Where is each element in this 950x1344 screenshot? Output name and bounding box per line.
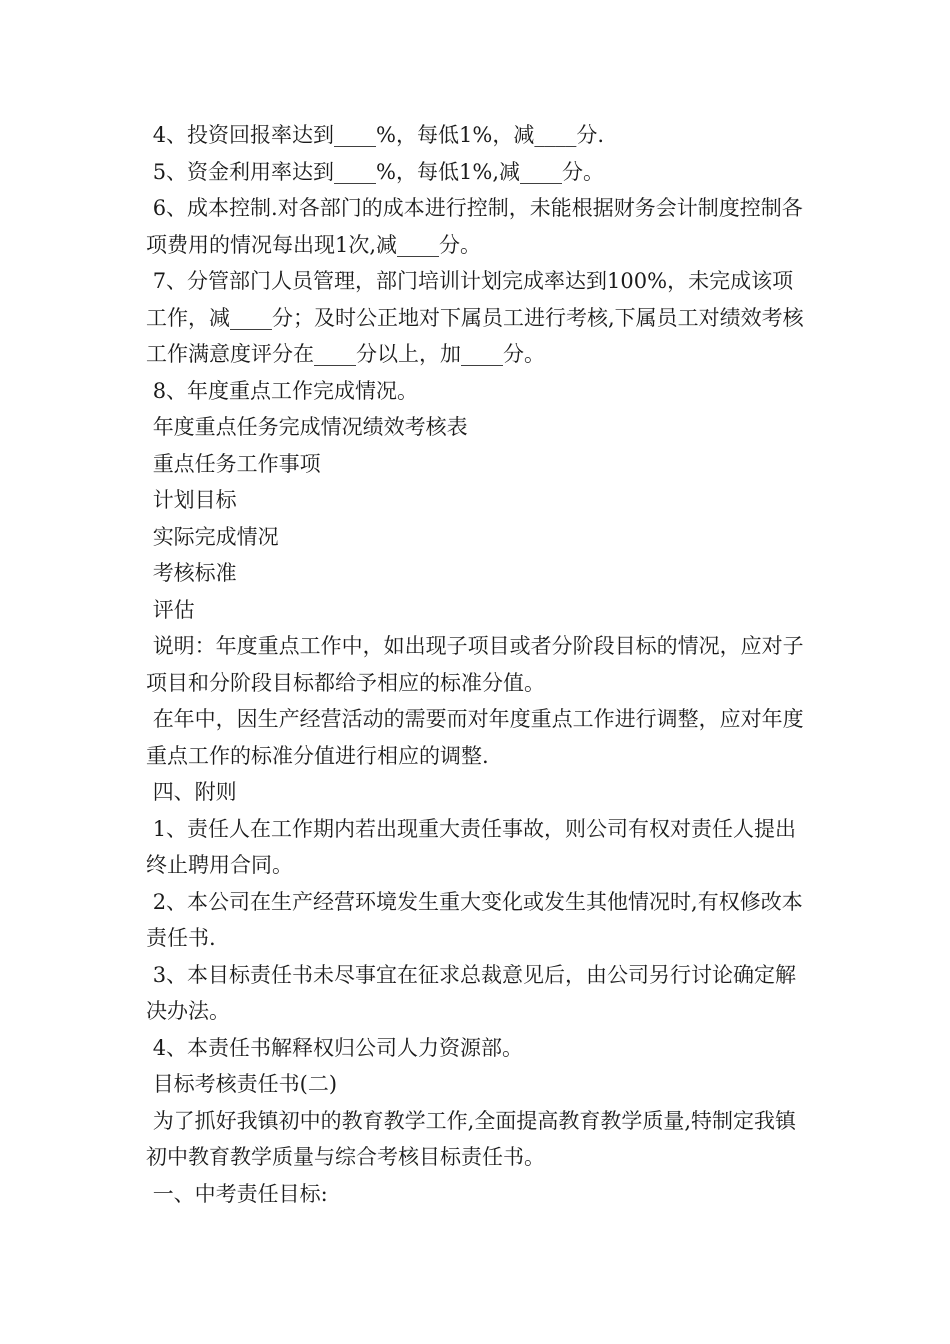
paragraph-item-4-investment-return: 4、投资回报率达到____%，每低1%，减____分. [146,123,604,147]
table-field-assessment-standard: 考核标准 [146,561,237,585]
paragraph-item-5-capital-utilization: 5、资金利用率达到____%，每低1%,减____分。 [146,159,604,184]
paragraph-appendix-4: 4、本责任书解释权归公司人力资源部。 [146,1035,524,1060]
section-heading-appendix: 四、附则 [146,780,237,804]
paragraph-note: 说明：年度重点工作中，如出现子项目或者分阶段目标的情况，应对子项目和分阶段目标都给予相应的标准分值。 [146,634,804,695]
paragraph-appendix-2: 2、本公司在生产经营环境发生重大变化或发生其他情况时,有权修改本责任书. [146,889,803,950]
section-heading-exam-targets: 一、中考责任目标: [146,1181,328,1206]
paragraph-mid-year-adjustment: 在年中，因生产经营活动的需要而对年度重点工作进行调整，应对年度重点工作的标准分值进行相应的调整. [146,707,804,768]
paragraph-appendix-1: 1、责任人在工作期内若出现重大责任事故，则公司有权对责任人提出终止聘用合同。 [146,816,797,877]
paragraph-item-7-staff-management: 7、分管部门人员管理，部门培训计划完成率达到100%，未完成该项工作，减____分；及时公正地对下属员工进行考核,下属员工对绩效考核工作满意度评分在____分以上，加____分。 [146,269,804,366]
paragraph-intro: 为了抓好我镇初中的教育教学工作,全面提高教育教学质量,特制定我镇初中教育教学质量与综合考核目标责任书。 [146,1108,797,1169]
table-field-plan-target: 计划目标 [146,488,237,512]
paragraph-item-8-annual-key-work: 8、年度重点工作完成情况。 [146,378,419,403]
table-title: 年度重点任务完成情况绩效考核表 [146,415,468,439]
document-body [146,117,812,1212]
table-field-evaluation: 评估 [146,597,195,622]
table-field-actual-completion: 实际完成情况 [146,524,279,549]
table-field-key-task: 重点任务工作事项 [146,451,321,476]
document-subtitle: 目标考核责任书(二) [146,1072,338,1096]
paragraph-item-6-cost-control: 6、成本控制.对各部门的成本进行控制，未能根据财务会计制度控制各项费用的情况每出现1次,减____分。 [146,196,803,257]
paragraph-appendix-3: 3、本目标责任书未尽事宜在征求总裁意见后，由公司另行讨论确定解决办法。 [146,962,797,1023]
